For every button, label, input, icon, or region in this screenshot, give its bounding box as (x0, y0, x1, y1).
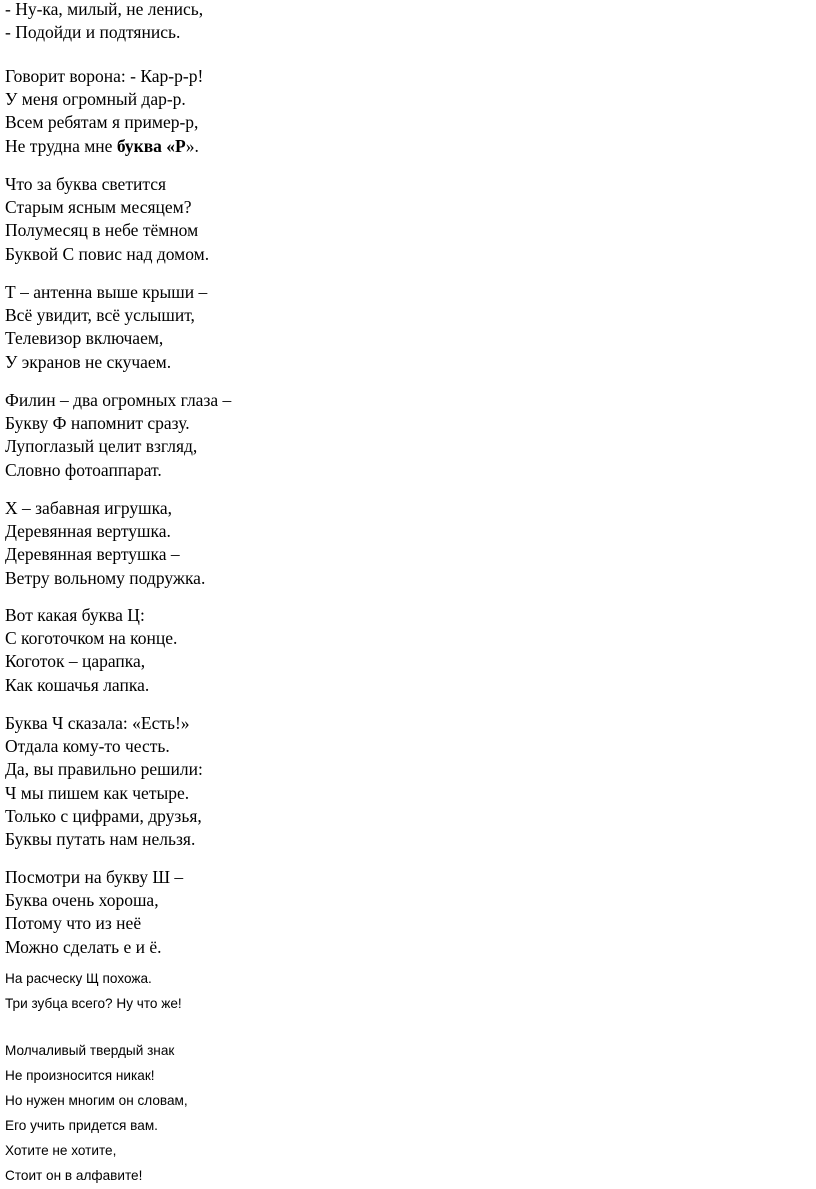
poem-line: На расческу Щ похожа. (5, 971, 152, 986)
poem-line: Х – забавная игрушка, (5, 498, 172, 518)
stanza-6 (5, 497, 205, 590)
poem-line: Потому что из неё (5, 913, 142, 934)
poem-line: Говорит ворона: - Кар-р-р! (5, 66, 204, 86)
text-segment: Не трудна мне (5, 135, 117, 156)
poem-line: Лупоглазый целит взгляд, (5, 436, 198, 457)
poem-line: С коготочком на конце. (5, 628, 178, 649)
stanza-8 (5, 712, 203, 851)
poem-line: Деревянная вертушка – (5, 544, 180, 565)
poem-line: Да, вы правильно решили: (5, 759, 203, 780)
poem-line: Что за буква светится (5, 174, 167, 194)
poem-line: Буква Ч сказала: «Есть!» (5, 713, 190, 733)
poem-line: Всем ребятам я пример-р, (5, 112, 199, 133)
poem-line: Хотите не хотите, (5, 1143, 117, 1158)
poem-line: Стоит он в алфавите! (5, 1168, 143, 1183)
stanza-11 (5, 1038, 188, 1188)
stanza-9 (5, 866, 183, 959)
poem-line: Его учить придется вам. (5, 1118, 158, 1133)
poem-line-with-bold (5, 135, 203, 158)
poem-line: Как кошачья лапка. (5, 674, 150, 695)
stanza-3 (5, 173, 209, 266)
poem-line: У меня огромный дар-р. (5, 89, 186, 110)
poem-line: Словно фотоаппарат. (5, 459, 162, 480)
poem-line: Буквой С повис над домом. (5, 243, 210, 264)
poem-line: Т – антенна выше крыши – (5, 282, 208, 302)
poem-line: Букву Ф напомнит сразу. (5, 413, 190, 434)
stanza-1 (5, 0, 203, 44)
poem-line: - Подойди и подтянись. (5, 22, 181, 43)
poem-line: Полумесяц в небе тёмном (5, 220, 199, 241)
stanza-5 (5, 389, 231, 482)
stanza-10 (5, 966, 182, 1016)
text-segment: ». (185, 135, 199, 156)
poem-line: - Ну-ка, милый, не ленись, (5, 0, 204, 19)
poem-line: У экранов не скучаем. (5, 351, 172, 372)
stanza-2 (5, 65, 203, 158)
poem-line: Можно сделать е и ё. (5, 936, 162, 957)
poem-line: Ветру вольному подружка. (5, 567, 206, 588)
stanza-7 (5, 604, 177, 697)
poem-line: Только с цифрами, друзья, (5, 805, 202, 826)
poem-line: Молчаливый твердый знак (5, 1043, 175, 1058)
poem-line: Но нужен многим он словам, (5, 1093, 188, 1108)
poem-line: Отдала кому-то честь. (5, 736, 170, 757)
poem-line: Посмотри на букву Ш – (5, 867, 184, 887)
poem-line: Деревянная вертушка. (5, 521, 171, 542)
poem-line: Телевизор включаем, (5, 328, 164, 349)
poem-line: Коготок – царапка, (5, 651, 146, 672)
bold-letter-name: буква «Р (116, 135, 186, 156)
poem-line: Три зубца всего? Ну что же! (5, 996, 182, 1011)
poem-line: Буква очень хороша, (5, 890, 159, 911)
stanza-4 (5, 281, 207, 374)
poem-line: Ч мы пишем как четыре. (5, 782, 190, 803)
poem-line: Вот какая буква Ц: (5, 605, 145, 625)
poem-line: Буквы путать нам нельзя. (5, 829, 196, 850)
poem-line: Всё увидит, всё услышит, (5, 305, 195, 326)
poem-line: Не произносится никак! (5, 1068, 155, 1083)
poem-line: Старым ясным месяцем? (5, 197, 192, 218)
poem-line: Филин – два огромных глаза – (5, 390, 232, 410)
